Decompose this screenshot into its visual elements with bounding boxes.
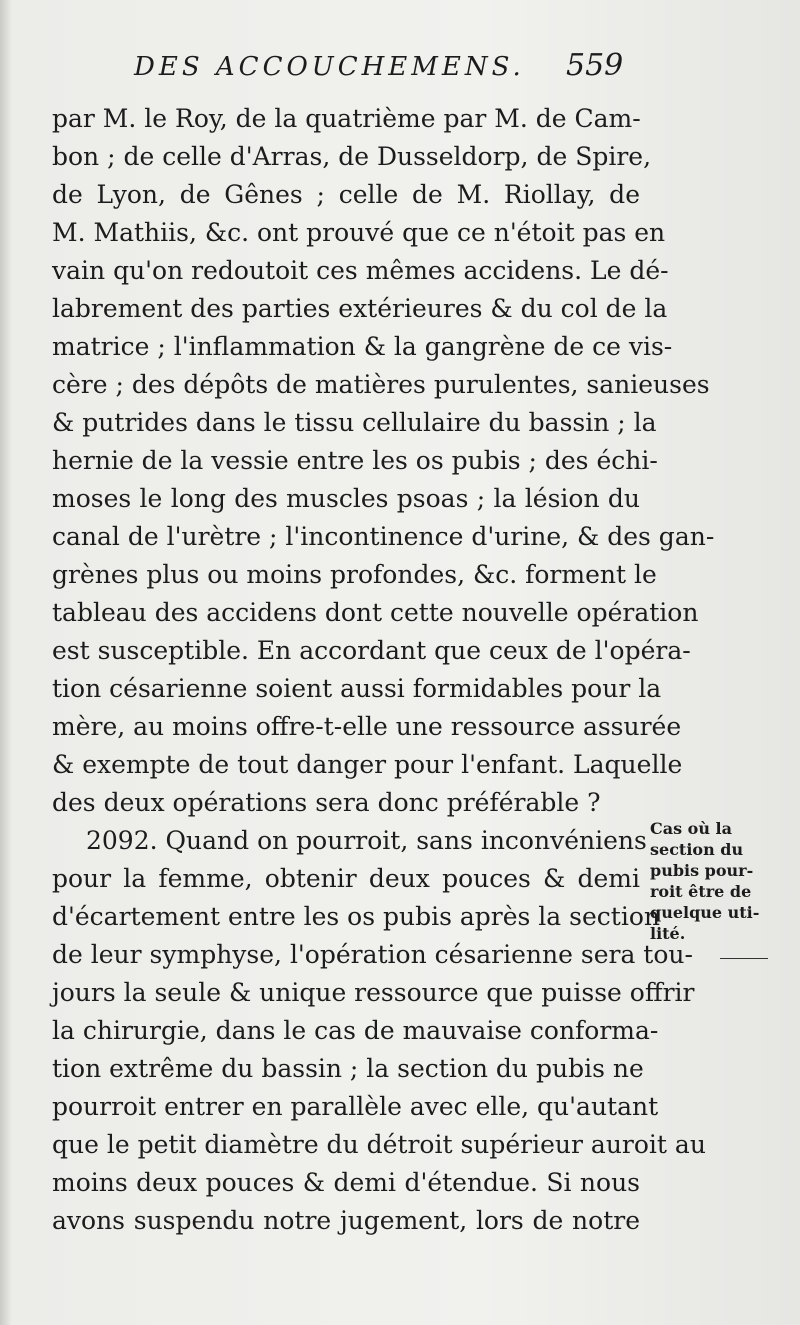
text-line: la chirurgie, dans le cas de mauvaise conforma- (52, 1016, 659, 1045)
text-line: tableau des accidens dont cette nouvelle opération (52, 598, 699, 627)
text-line: est susceptible. En accordant que ceux de l'opéra- (52, 636, 691, 665)
text-line: d'écartement entre les os pubis après la section (52, 902, 660, 931)
text-line: moins deux pouces & demi d'étendue. Si nous (52, 1168, 640, 1197)
text-line: jours la seule & unique ressource que puisse offrir (52, 978, 695, 1007)
marginal-note-line: section du (650, 840, 744, 859)
marginal-note-line: Cas où la (650, 819, 732, 838)
marginal-note-line: quelque uti- (650, 903, 760, 922)
marginal-note-line: pubis pour- (650, 861, 754, 880)
marginal-note-line: lité. (650, 924, 686, 943)
text-line: M. Mathiis, &c. ont prouvé que ce n'étoit pas en (52, 218, 666, 247)
text-line: tion césarienne soient aussi formidables pour la (52, 674, 662, 703)
text-line: de leur symphyse, l'opération césarienne sera tou- (52, 940, 693, 969)
text-line: par M. le Roy, de la quatrième par M. de Cam- (52, 104, 641, 133)
text-line: pour la femme, obtenir deux pouces & demi (52, 864, 640, 893)
text-line: labrement des parties extérieures & du col de la (52, 294, 668, 323)
text-line: cère ; des dépôts de matières purulentes, sanieuses (52, 370, 710, 399)
paragraph-start-line: 2092. Quand on pourroit, sans inconvéniens (86, 826, 647, 855)
text-line: hernie de la vessie entre les os pubis ; des échi- (52, 446, 658, 475)
text-line: matrice ; l'inflammation & la gangrène de ce vis- (52, 332, 673, 361)
text-line: pourroit entrer en parallèle avec elle, qu'autant (52, 1092, 659, 1121)
text-line: & putrides dans le tissu cellulaire du bassin ; la (52, 408, 657, 437)
text-line: grènes plus ou moins profondes, &c. forment le (52, 560, 657, 589)
text-line: avons suspendu notre jugement, lors de notre (52, 1206, 640, 1235)
text-line: mère, au moins offre-t-elle une ressource assurée (52, 712, 682, 741)
marginal-note-line: roit être de (650, 882, 752, 901)
text-line: canal de l'urètre ; l'incontinence d'urine, & des gan- (52, 522, 715, 551)
page-number: 559 (566, 48, 624, 83)
marginal-note-rule (720, 958, 768, 959)
text-line: de Lyon, de Gênes ; celle de M. Riollay, de (52, 180, 640, 209)
marginal-note (650, 818, 770, 944)
text-line: bon ; de celle d'Arras, de Dusseldorp, de Spire, (52, 142, 652, 171)
text-line: tion extrême du bassin ; la section du pubis ne (52, 1054, 644, 1083)
text-line: & exempte de tout danger pour l'enfant. Laquelle (52, 750, 683, 779)
text-line: que le petit diamètre du détroit supérieur auroit au (52, 1130, 706, 1159)
text-line: des deux opérations sera donc préférable ? (52, 788, 601, 817)
text-line: moses le long des muscles psoas ; la lésion du (52, 484, 640, 513)
running-head: DES ACCOUCHEMENS. (134, 52, 525, 82)
text-line: vain qu'on redoutoit ces mêmes accidens. Le dé- (52, 256, 669, 285)
